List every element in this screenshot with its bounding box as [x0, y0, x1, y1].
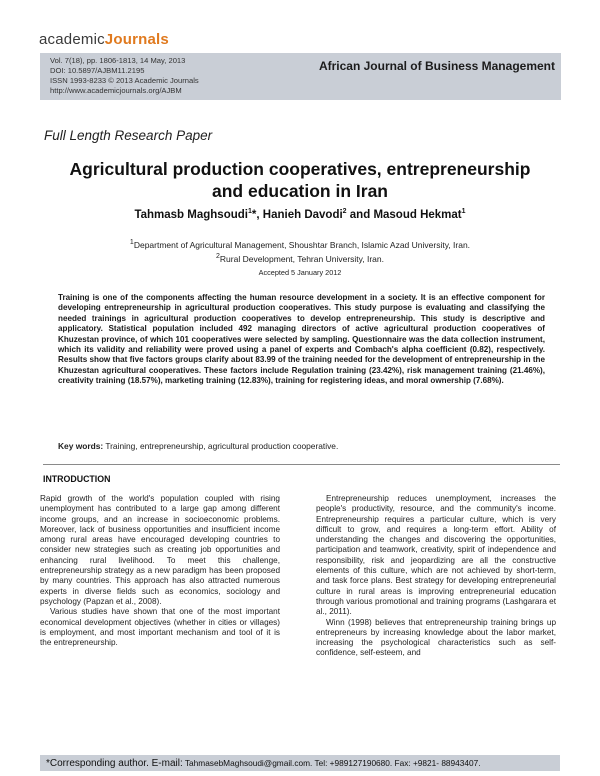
doi-line: DOI: 10.5897/AJBM11.2195	[50, 66, 145, 75]
journal-name: African Journal of Business Management	[318, 59, 555, 73]
author-affiliation-marker: 2	[342, 208, 347, 215]
keywords	[58, 441, 545, 451]
journal-logo	[39, 31, 169, 48]
affiliation-line: $^2$Rural Development, Tehran University, Iran.	[216, 252, 384, 264]
journal-header-bar	[40, 53, 561, 100]
body-paragraph: Rapid growth of the world's population coupled with rising unemployment has contributed to a large gap among different income groups, and an increase in socioeconomic problems. Moreover, lack of business opportunities and insufficient income among rural areas have encouraged developing countries to consider new strategies such as creating job opportunities and enhancing rural livelihood. To meet this challenge, entrepreneurship strategy as a new paradigm has been proposed by many countries. This approach has also attracted numerous experts in diverse fields such as economics, sociology and psychology (Papzan et al., 2008).	[40, 494, 280, 606]
logo-text-journals: Journals	[104, 31, 169, 48]
body-paragraph: Various studies have shown that one of the most important economical development objectives (whether in cities or villages) is employment, and most important mechanism and tool of it is the entrepreneurship.	[40, 607, 280, 648]
body-paragraph: Winn (1998) believes that entrepreneurship training brings up entrepreneurs by increasing knowledge about the labor market, increasing the psychological characteristics such as self-confidence, self-esteem, and	[316, 617, 556, 658]
author-list: Tahmasb Maghsoudi$^1$*, Hanieh Davodi$^2$ and Masoud Hekmat$^1$	[134, 208, 466, 221]
footnote-label: *Corresponding author. E-mail:	[46, 758, 183, 769]
keywords-text: Training, entrepreneurship, agricultural production cooperative.	[105, 441, 339, 451]
footnote-contact: TahmasebMaghsoudi@gmail.com. Tel: +989127190680. Fax: +9821- 88943407.	[184, 758, 481, 768]
citation-line: Vol. 7(18), pp. 1806-1813, 14 May, 2013	[50, 56, 186, 65]
author-name: Hanieh Davodi	[262, 208, 343, 221]
logo-text-academic: academic	[39, 31, 105, 48]
paper-title: Agricultural production cooperatives, entrepreneurship and education in Iran	[69, 159, 531, 201]
author-name: Masoud Hekmat	[373, 208, 462, 221]
publication-info	[50, 56, 199, 96]
author-affiliation-marker: 1	[461, 208, 466, 215]
body-column-left	[40, 494, 280, 648]
corresponding-author-footnote	[40, 755, 560, 771]
corresponding-marker: *	[251, 208, 257, 221]
body-column-right	[316, 494, 556, 659]
author-name: Tahmasb Maghsoudi	[134, 208, 248, 221]
section-heading: INTRODUCTION	[43, 474, 111, 484]
journal-url-link[interactable]: http://www.academicjournals.org/AJBM	[50, 86, 182, 95]
abstract: Training is one of the components affecting the human resource development in a society. It is an effective component for developing entrepreneurship in agricultural production cooperatives. This study purpose is evaluating and classifying the needed trainings in agricultural production cooperatives to develop entrepreneurship. This study is descriptive and applicatory. Statistical population included 492 managing directors of active agricultural production cooperatives of Khuzestan province, of which 101 cooperatives were selected by sampling. Questionnaire was the data collection instrument, which its validity and reliability were proved using a panel of experts and Combach's alpha coefficient (0.82), respectively. Results show that five factors groups clarify about 83.99 of the training needed for the development of entrepreneurship in the Khuzestan agricultural cooperatives. These factors include Regulation training (23.42%), risk management training (21.46%), creativity training (18.57%), marketing training (12.83%), training for registering ideas, and moral ownership (7.68%).	[58, 293, 545, 386]
affiliations	[60, 237, 540, 265]
author-affiliation-marker: 1	[247, 208, 252, 215]
accepted-date: Accepted 5 January 2012	[258, 268, 342, 277]
section-divider	[43, 464, 560, 465]
issn-line: ISSN 1993-8233 © 2013 Academic Journals	[50, 76, 199, 85]
affiliation-line: $^1$Department of Agricultural Management, Shoushtar Branch, Islamic Azad University, Iran.	[129, 239, 471, 250]
body-paragraph: Entrepreneurship reduces unemployment, increases the people's productivity, resource, and the community's income. Entrepreneurship requires a particular culture, which is very difficult to grow, and requires a long-term effort. Ability of understanding the changes and discovering the opportunities, participation and teamwork, creativity, spirit of independence and responsibility, risk and jeopardizing are all the constructive elements of this culture, which are not achieved by short-term, and task force plans. Best strategy for developing entrepreneurial culture in rural areas is improving entrepreneurial education through various promotional and training programs (Lashgarara et al., 2011).	[316, 494, 556, 617]
keywords-label: Key words:	[58, 441, 104, 451]
paper-type-label: Full Length Research Paper	[44, 128, 213, 143]
